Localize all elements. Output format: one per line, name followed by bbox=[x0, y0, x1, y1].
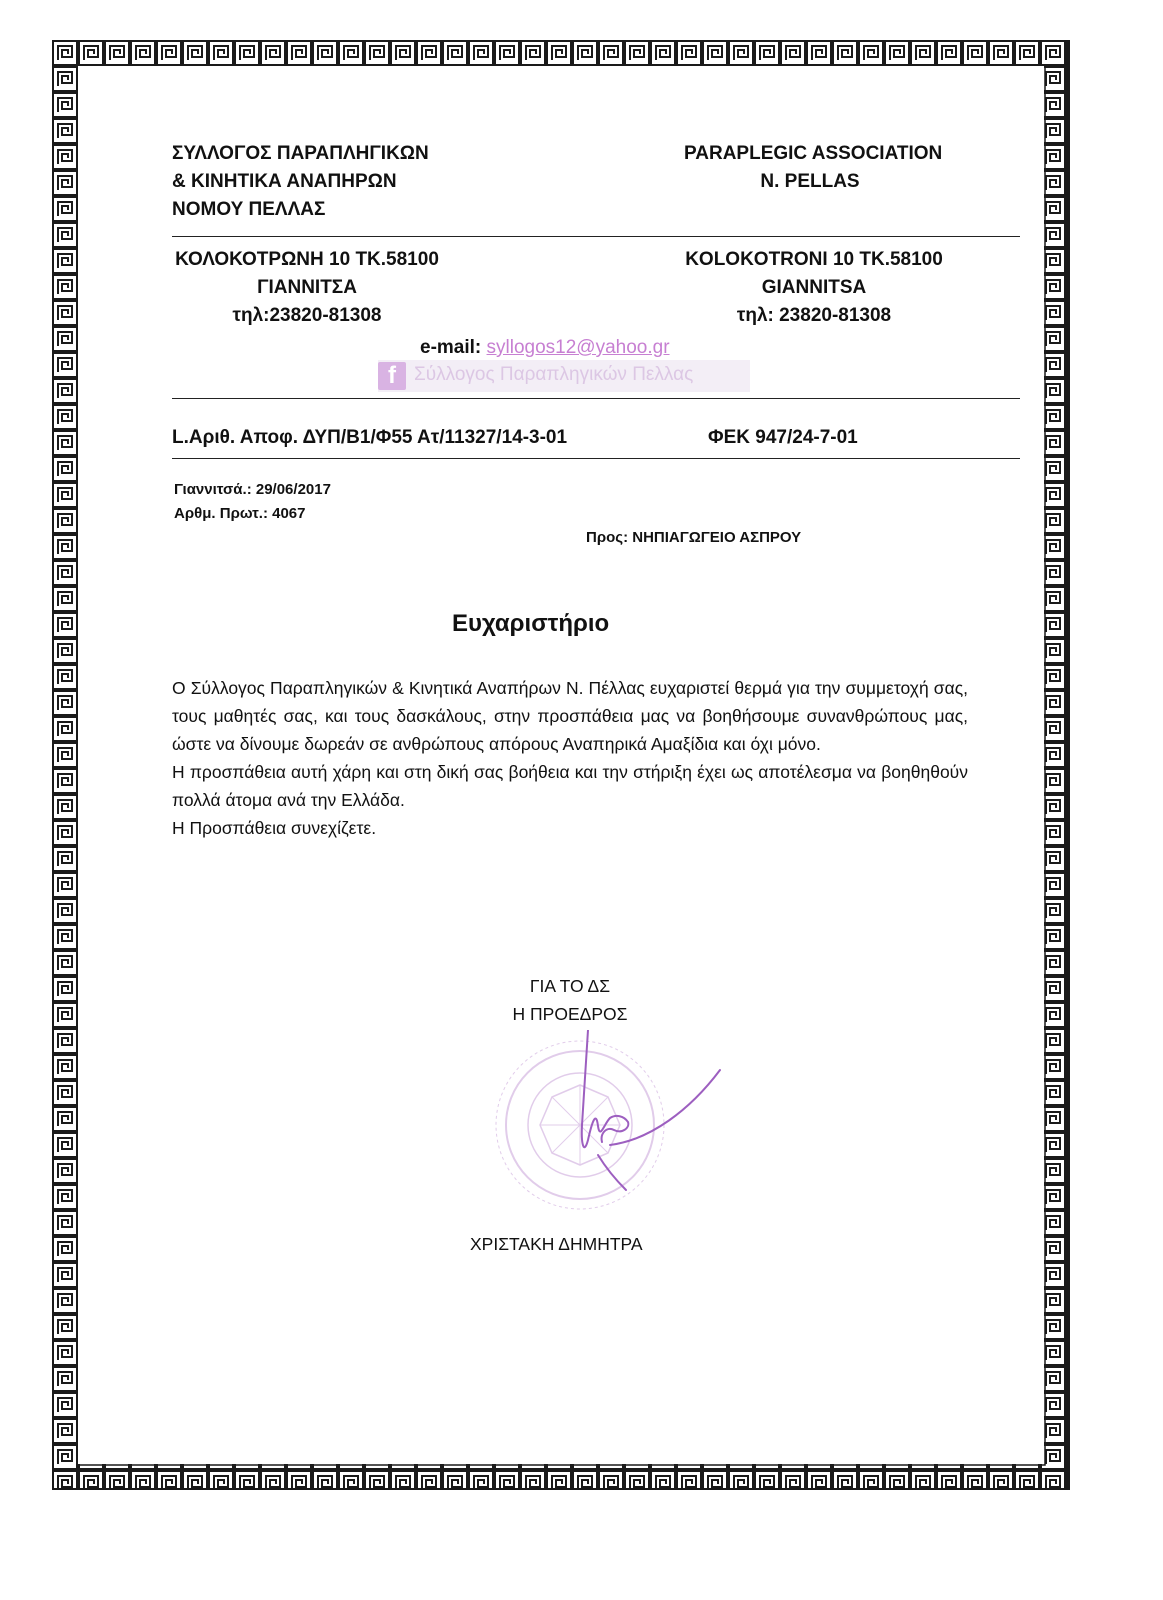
facebook-banner[interactable] bbox=[378, 360, 750, 392]
fek-number: ΦΕΚ 947/24-7-01 bbox=[708, 427, 858, 448]
body-paragraph: Η προσπάθεια αυτή χάρη και στη δική σας βοήθεια και την στήριξη έχει ως αποτέλεσμα να βοηθηθούν πολλά άτομα ανά την Ελλάδα. bbox=[172, 762, 968, 810]
document-date: Γιαννιτσά.: 29/06/2017 bbox=[174, 481, 331, 498]
signatory-name: ΧΡΙΣΤΑΚΗ ΔΗΜΗΤΡΑ bbox=[470, 1234, 643, 1254]
address-english bbox=[682, 246, 946, 330]
address-greek bbox=[172, 246, 442, 330]
address-greek-phone: τηλ:23820-81308 bbox=[232, 305, 382, 326]
body-paragraph: Η Προσπάθεια συνεχίζετε. bbox=[172, 818, 377, 838]
signature-title-line1: ΓΙΑ ΤΟ ΔΣ bbox=[529, 976, 611, 996]
org-name-english bbox=[684, 140, 943, 196]
address-greek-street: ΚΟΛΟΚΟΤΡΩΝΗ 10 ΤΚ.58100 bbox=[175, 249, 439, 270]
org-name-greek bbox=[172, 140, 429, 224]
stamp-and-signature bbox=[480, 1030, 760, 1220]
org-name-greek-line: ΣΥΛΛΟΓΟΣ ΠΑΡΑΠΛΗΓΙΚΩΝ bbox=[172, 143, 429, 164]
facebook-icon: f bbox=[378, 362, 406, 390]
document-title: Ευχαριστήριο bbox=[452, 610, 610, 637]
org-name-english-line: PARAPLEGIC ASSOCIATION bbox=[684, 143, 943, 164]
letter-body bbox=[172, 674, 968, 842]
signature-title bbox=[508, 972, 632, 1028]
header-divider-bottom bbox=[172, 458, 1020, 459]
org-name-greek-line: & ΚΙΝΗΤΙΚΑ ΑΝΑΠΗΡΩΝ bbox=[172, 171, 397, 192]
association-stamp bbox=[496, 1041, 664, 1209]
email-label: e-mail: bbox=[420, 337, 482, 358]
signature-title-line2: Η ΠΡΟΕΔΡΟΣ bbox=[512, 1004, 628, 1024]
email-line bbox=[420, 334, 670, 362]
recipient: Προς: ΝΗΠΙΑΓΩΓΕΙΟ ΑΣΠΡΟΥ bbox=[586, 529, 802, 546]
facebook-page-name: Σύλλογος Παραπληγικών Πελλας bbox=[414, 364, 694, 385]
org-name-greek-line: ΝΟΜΟΥ ΠΕΛΛΑΣ bbox=[172, 199, 326, 220]
org-name-english-line: N. PELLAS bbox=[760, 171, 860, 192]
header-divider-middle bbox=[172, 398, 1020, 399]
address-english-phone: τηλ: 23820-81308 bbox=[736, 305, 892, 326]
registration-number: L.Αριθ. Αποφ. ΔΥΠ/Β1/Φ55 Ατ/11327/14-3-01 bbox=[172, 427, 568, 448]
address-greek-city: ΓΙΑΝΝΙΤΣΑ bbox=[257, 277, 357, 298]
email-link[interactable]: syllogos12@yahoo.gr bbox=[486, 337, 670, 358]
address-english-street: KOLOKOTRONI 10 TK.58100 bbox=[685, 249, 943, 270]
body-paragraph: Ο Σύλλογος Παραπληγικών & Κινητικά Αναπήρων Ν. Πέλλας ευχαριστεί θερμά για την συμμετοχή σας, τους μαθητές σας, και τους δασκάλους, στην προσπάθεια μας να βοηθήσουμε συνανθρώπους μας, ώστε να δίνουμε δωρεάν σε ανθρώπους απόρους Αναπηρικά Αμαξίδια και όχι μόνο. bbox=[172, 678, 968, 754]
address-english-city: GIANNITSA bbox=[761, 277, 867, 298]
header-divider-top bbox=[172, 236, 1020, 237]
protocol-number: Αρθμ. Πρωτ.: 4067 bbox=[174, 505, 306, 522]
